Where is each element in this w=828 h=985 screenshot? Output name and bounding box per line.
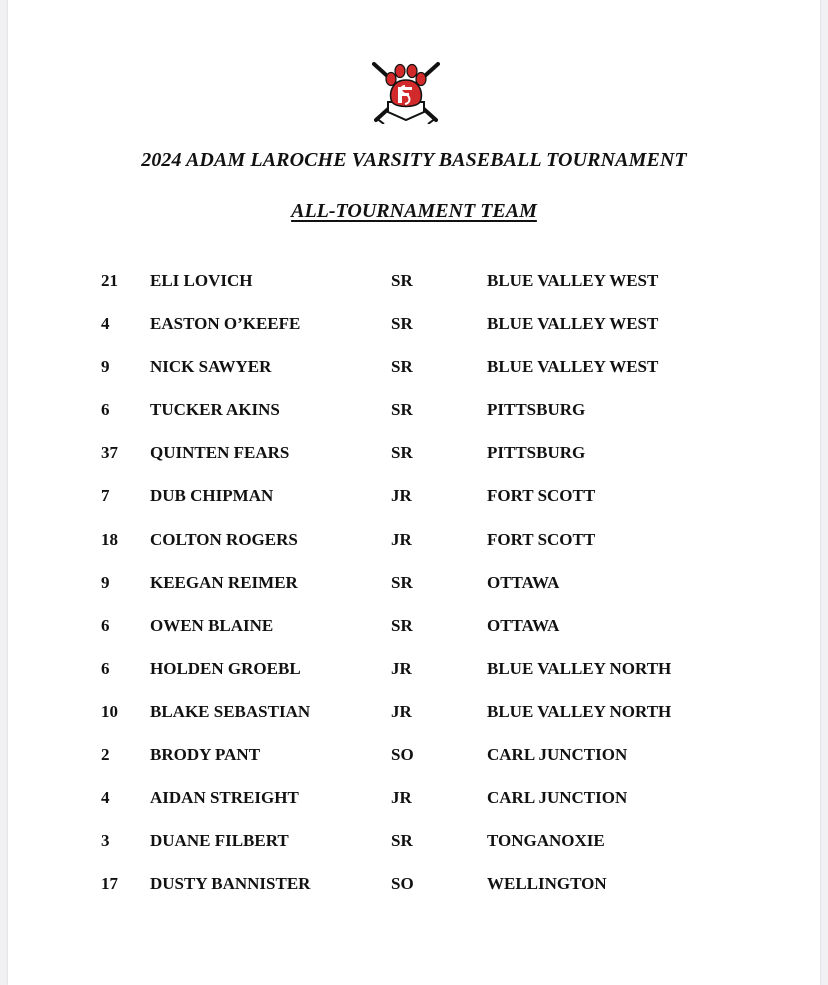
player-number: 6 bbox=[101, 400, 110, 420]
player-school: PITTSBURG bbox=[487, 400, 586, 420]
player-school: OTTAWA bbox=[487, 572, 560, 592]
list-item bbox=[0, 357, 828, 400]
player-number: 7 bbox=[101, 486, 110, 506]
player-school: FORT SCOTT bbox=[487, 486, 596, 506]
player-school: BLUE VALLEY WEST bbox=[487, 314, 659, 334]
player-name: TUCKER AKINS bbox=[150, 400, 280, 420]
player-school: BLUE VALLEY WEST bbox=[487, 357, 659, 377]
page-title: 2024 ADAM LAROCHE VARSITY BASEBALL TOURNAMENT bbox=[141, 149, 687, 171]
player-school: BLUE VALLEY NORTH bbox=[487, 701, 672, 721]
player-name: DUSTY BANNISTER bbox=[150, 874, 311, 894]
player-name: AIDAN STREIGHT bbox=[150, 788, 299, 808]
player-school: OTTAWA bbox=[487, 615, 560, 635]
school-baseball-logo-icon bbox=[364, 58, 448, 124]
player-school: PITTSBURG bbox=[487, 443, 586, 463]
player-school: TONGANOXIE bbox=[487, 831, 605, 851]
list-item bbox=[0, 443, 828, 486]
list-item bbox=[0, 271, 828, 314]
player-name: QUINTEN FEARS bbox=[150, 443, 290, 463]
player-school: BLUE VALLEY NORTH bbox=[487, 658, 672, 678]
player-class: SR bbox=[391, 572, 413, 592]
player-school: WELLINGTON bbox=[487, 874, 607, 894]
player-name: EASTON O’KEEFE bbox=[150, 314, 301, 334]
player-class: SR bbox=[391, 443, 413, 463]
player-name: OWEN BLAINE bbox=[150, 615, 274, 635]
player-class: SR bbox=[391, 615, 413, 635]
list-item bbox=[0, 788, 828, 831]
player-number: 9 bbox=[101, 572, 110, 592]
player-school: FORT SCOTT bbox=[487, 529, 596, 549]
player-name: BRODY PANT bbox=[150, 745, 261, 765]
player-number: 18 bbox=[101, 529, 118, 549]
player-name: DUB CHIPMAN bbox=[150, 486, 274, 506]
player-name: HOLDEN GROEBL bbox=[150, 658, 301, 678]
player-school: CARL JUNCTION bbox=[487, 745, 628, 765]
player-class: SR bbox=[391, 400, 413, 420]
player-number: 4 bbox=[101, 788, 110, 808]
player-class: SO bbox=[391, 745, 414, 765]
list-item bbox=[0, 573, 828, 616]
player-name: NICK SAWYER bbox=[150, 357, 272, 377]
player-school: BLUE VALLEY WEST bbox=[487, 271, 659, 290]
player-number: 4 bbox=[101, 314, 110, 334]
player-number: 17 bbox=[101, 874, 118, 894]
player-number: 3 bbox=[101, 831, 110, 851]
player-class: SR bbox=[391, 357, 413, 377]
player-class: JR bbox=[391, 701, 412, 721]
page-subtitle: ALL-TOURNAMENT TEAM bbox=[291, 200, 537, 222]
player-number: 2 bbox=[101, 745, 110, 765]
player-class: JR bbox=[391, 788, 412, 808]
player-number: 6 bbox=[101, 658, 110, 678]
player-number: 37 bbox=[101, 443, 118, 463]
player-class: JR bbox=[391, 486, 412, 506]
roster-list bbox=[0, 271, 828, 917]
player-name: COLTON ROGERS bbox=[150, 529, 298, 549]
list-item bbox=[0, 874, 828, 917]
player-name: ELI LOVICH bbox=[150, 271, 253, 290]
list-item bbox=[0, 486, 828, 529]
player-name: DUANE FILBERT bbox=[150, 831, 289, 851]
player-number: 21 bbox=[101, 271, 118, 290]
player-class: JR bbox=[391, 529, 412, 549]
list-item bbox=[0, 616, 828, 659]
player-name: KEEGAN REIMER bbox=[150, 572, 298, 592]
list-item bbox=[0, 702, 828, 745]
list-item bbox=[0, 530, 828, 573]
list-item bbox=[0, 400, 828, 443]
list-item bbox=[0, 314, 828, 357]
player-class: SR bbox=[391, 831, 413, 851]
list-item bbox=[0, 745, 828, 788]
player-class: JR bbox=[391, 658, 412, 678]
list-item bbox=[0, 659, 828, 702]
player-class: SR bbox=[391, 271, 413, 290]
player-class: SR bbox=[391, 314, 413, 334]
player-school: CARL JUNCTION bbox=[487, 788, 628, 808]
player-number: 6 bbox=[101, 615, 110, 635]
player-number: 10 bbox=[101, 701, 118, 721]
player-number: 9 bbox=[101, 357, 110, 377]
player-class: SO bbox=[391, 874, 414, 894]
list-item bbox=[0, 831, 828, 874]
player-name: BLAKE SEBASTIAN bbox=[150, 701, 311, 721]
